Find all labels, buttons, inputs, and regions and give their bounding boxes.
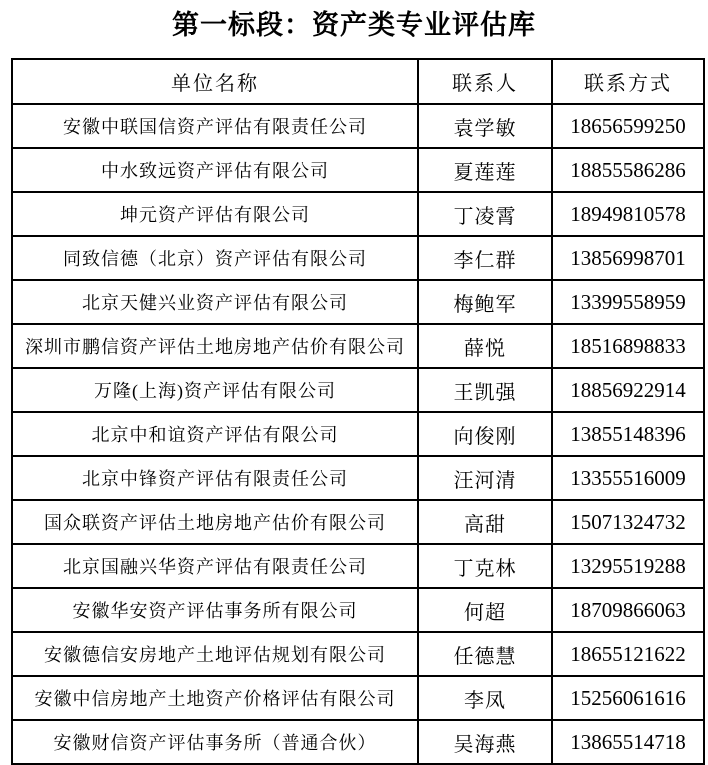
table-row: [12, 324, 704, 368]
table-row: [12, 544, 704, 588]
phone-cell: 13399558959: [552, 280, 704, 324]
contact-cell: 薛悦: [418, 324, 552, 368]
table-row: [12, 456, 704, 500]
phone-cell: 13855148396: [552, 412, 704, 456]
company-cell: 北京国融兴华资产评估有限责任公司: [12, 544, 418, 588]
contact-cell: 任德慧: [418, 632, 552, 676]
contact-cell: 李仁群: [418, 236, 552, 280]
header-row: [12, 59, 704, 104]
contact-cell: 夏莲莲: [418, 148, 552, 192]
contact-cell: 何超: [418, 588, 552, 632]
table-head: [12, 59, 704, 104]
company-cell: 深圳市鹏信资产评估土地房地产估价有限公司: [12, 324, 418, 368]
contact-cell: 向俊刚: [418, 412, 552, 456]
phone-cell: 18855586286: [552, 148, 704, 192]
table-row: [12, 280, 704, 324]
phone-cell: 15071324732: [552, 500, 704, 544]
phone-cell: 13355516009: [552, 456, 704, 500]
company-cell: 坤元资产评估有限公司: [12, 192, 418, 236]
phone-cell: 18656599250: [552, 104, 704, 148]
table-row: [12, 720, 704, 764]
company-cell: 安徽财信资产评估事务所（普通合伙）: [12, 720, 418, 764]
header-phone: 联系方式: [552, 59, 704, 104]
company-cell: 安徽中联国信资产评估有限责任公司: [12, 104, 418, 148]
evaluation-table: [11, 58, 705, 765]
company-cell: 北京中和谊资产评估有限公司: [12, 412, 418, 456]
company-cell: 同致信德（北京）资产评估有限公司: [12, 236, 418, 280]
page-title: 第一标段：资产类专业评估库: [172, 10, 536, 40]
contact-cell: 丁克林: [418, 544, 552, 588]
company-cell: 北京中锋资产评估有限责任公司: [12, 456, 418, 500]
phone-cell: 18516898833: [552, 324, 704, 368]
contact-cell: 袁学敏: [418, 104, 552, 148]
table-row: [12, 500, 704, 544]
table-row: [12, 236, 704, 280]
company-cell: 北京天健兴业资产评估有限公司: [12, 280, 418, 324]
table-row: [12, 192, 704, 236]
phone-cell: 18709866063: [552, 588, 704, 632]
contact-cell: 吴海燕: [418, 720, 552, 764]
contact-cell: 汪河清: [418, 456, 552, 500]
phone-cell: 18949810578: [552, 192, 704, 236]
phone-cell: 18856922914: [552, 368, 704, 412]
table-row: [12, 588, 704, 632]
table-row: [12, 368, 704, 412]
table-body: [12, 104, 704, 764]
phone-cell: 15256061616: [552, 676, 704, 720]
header-contact: 联系人: [418, 59, 552, 104]
company-cell: 安徽德信安房地产土地评估规划有限公司: [12, 632, 418, 676]
contact-cell: 梅鲍军: [418, 280, 552, 324]
phone-cell: 13295519288: [552, 544, 704, 588]
table-row: [12, 104, 704, 148]
company-cell: 国众联资产评估土地房地产估价有限公司: [12, 500, 418, 544]
company-cell: 中水致远资产评估有限公司: [12, 148, 418, 192]
contact-cell: 王凯强: [418, 368, 552, 412]
company-cell: 万隆(上海)资产评估有限公司: [12, 368, 418, 412]
company-cell: 安徽中信房地产土地资产价格评估有限公司: [12, 676, 418, 720]
header-company: 单位名称: [12, 59, 418, 104]
contact-cell: 高甜: [418, 500, 552, 544]
phone-cell: 13865514718: [552, 720, 704, 764]
table-row: [12, 412, 704, 456]
phone-cell: 18655121622: [552, 632, 704, 676]
company-cell: 安徽华安资产评估事务所有限公司: [12, 588, 418, 632]
phone-cell: 13856998701: [552, 236, 704, 280]
table-row: [12, 632, 704, 676]
table-row: [12, 676, 704, 720]
contact-cell: 李凤: [418, 676, 552, 720]
table-row: [12, 148, 704, 192]
contact-cell: 丁凌霄: [418, 192, 552, 236]
